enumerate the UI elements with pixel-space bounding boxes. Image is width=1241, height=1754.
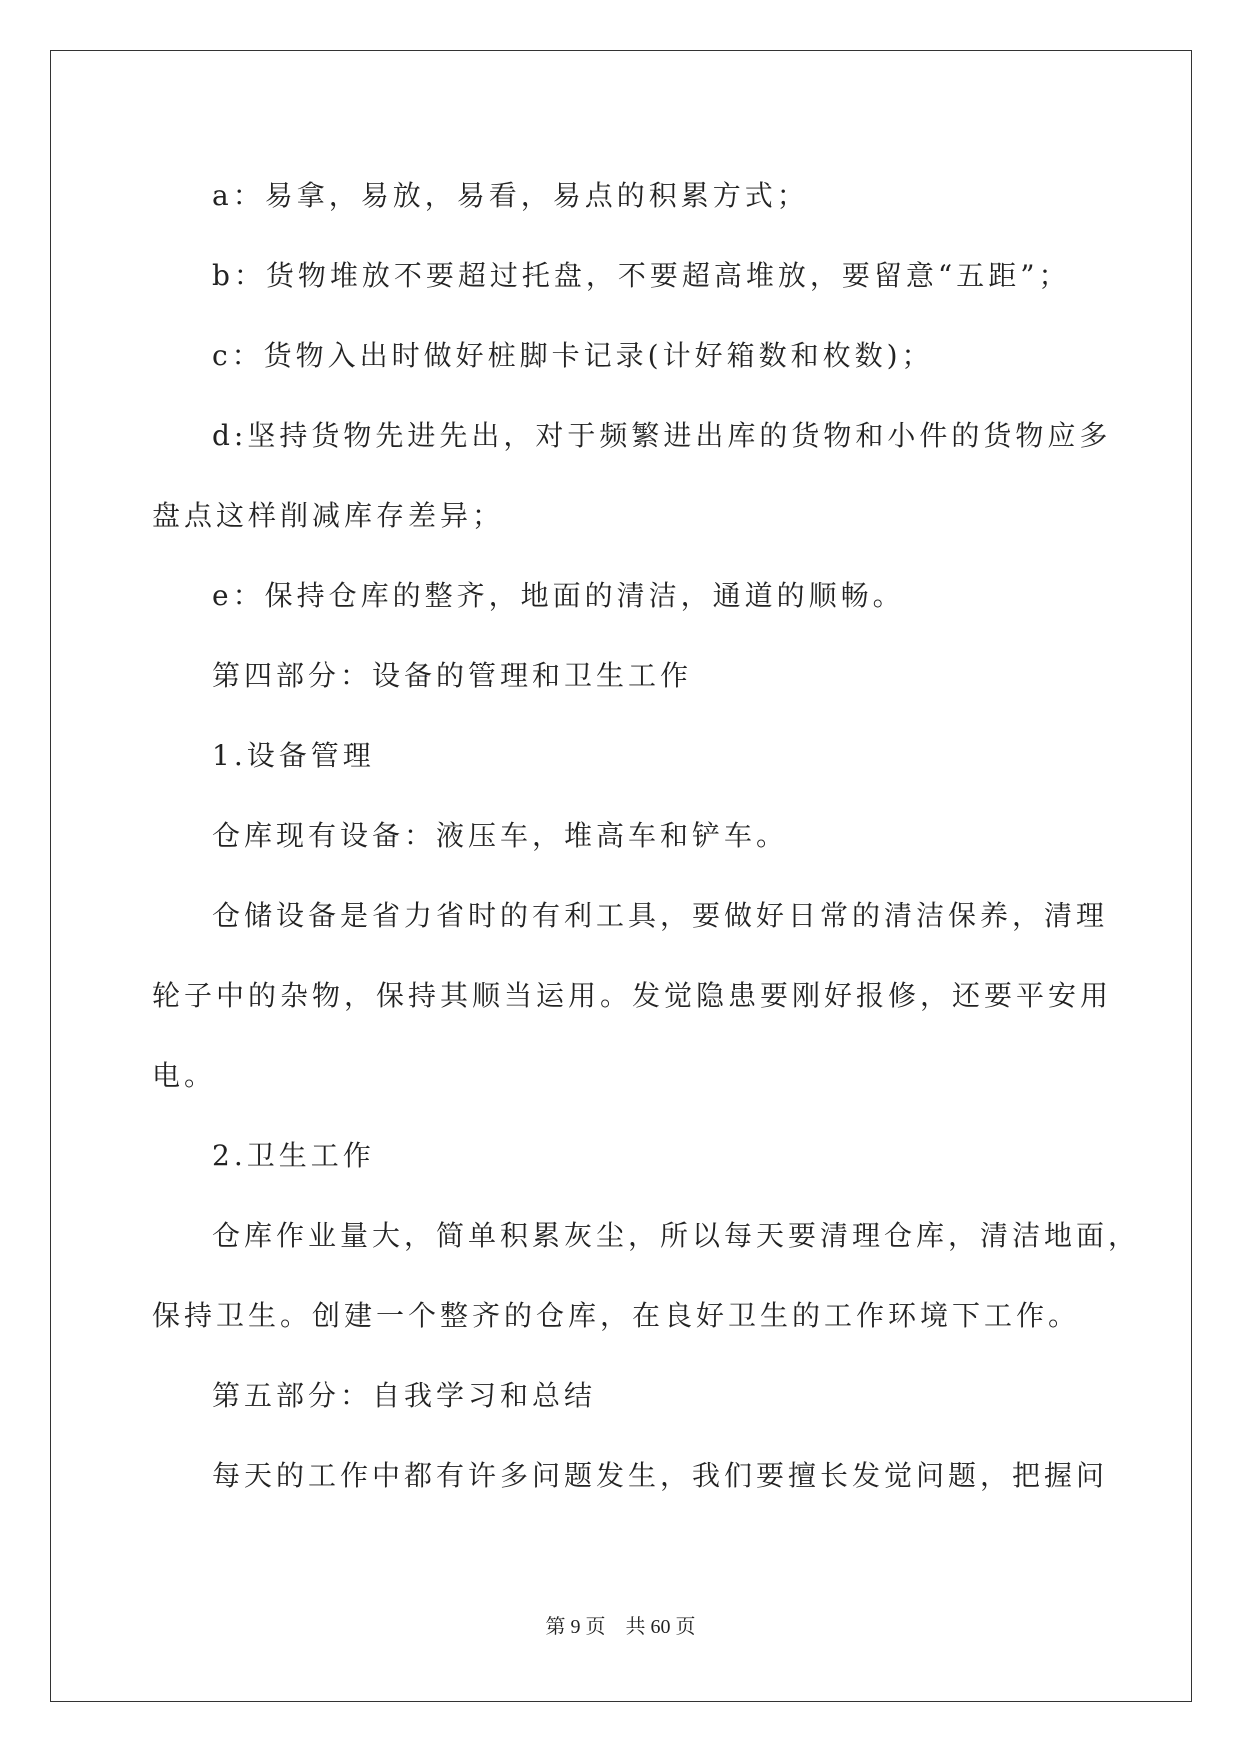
section-heading: 第五部分：自我学习和总结 — [212, 1379, 597, 1412]
paragraph-line: c：货物入出时做好桩脚卡记录(计好箱数和枚数)； — [212, 339, 934, 372]
page-total: 共 60 页 — [625, 1616, 696, 1638]
paragraph-line: e：保持仓库的整齐，地面的清洁，通道的顺畅。 — [212, 579, 905, 612]
subsection-heading: 2.卫生工作 — [212, 1139, 375, 1172]
subsection-heading: 1.设备管理 — [212, 739, 375, 772]
paragraph-line: 每天的工作中都有许多问题发生，我们要擅长发觉问题，把握问 — [212, 1459, 1109, 1492]
page-number: 第 9 页 — [545, 1616, 606, 1638]
paragraph-line: d:坚持货物先进先出，对于频繁进出库的货物和小件的货物应多 — [212, 419, 1112, 452]
paragraph-line: 盘点这样削减库存差异； — [152, 499, 505, 532]
page-footer — [0, 1610, 1241, 1639]
paragraph-line: 仓库作业量大，简单积累灰尘，所以每天要清理仓库，清洁地面， — [212, 1219, 1141, 1252]
section-heading: 第四部分：设备的管理和卫生工作 — [212, 659, 693, 692]
page-border — [50, 50, 1192, 1702]
paragraph-line: 仓储设备是省力省时的有利工具，要做好日常的清洁保养，清理 — [212, 899, 1109, 932]
paragraph-line: 电。 — [152, 1059, 217, 1092]
paragraph-line: b：货物堆放不要超过托盘，不要超高堆放，要留意“五距”； — [212, 259, 1071, 292]
paragraph-line: 仓库现有设备：液压车，堆高车和铲车。 — [212, 819, 789, 852]
paragraph-line: 保持卫生。创建一个整齐的仓库，在良好卫生的工作环境下工作。 — [152, 1299, 1081, 1332]
paragraph-line: a：易拿，易放，易看，易点的积累方式； — [212, 179, 809, 212]
paragraph-line: 轮子中的杂物，保持其顺当运用。发觉隐患要刚好报修，还要平安用 — [152, 979, 1113, 1012]
